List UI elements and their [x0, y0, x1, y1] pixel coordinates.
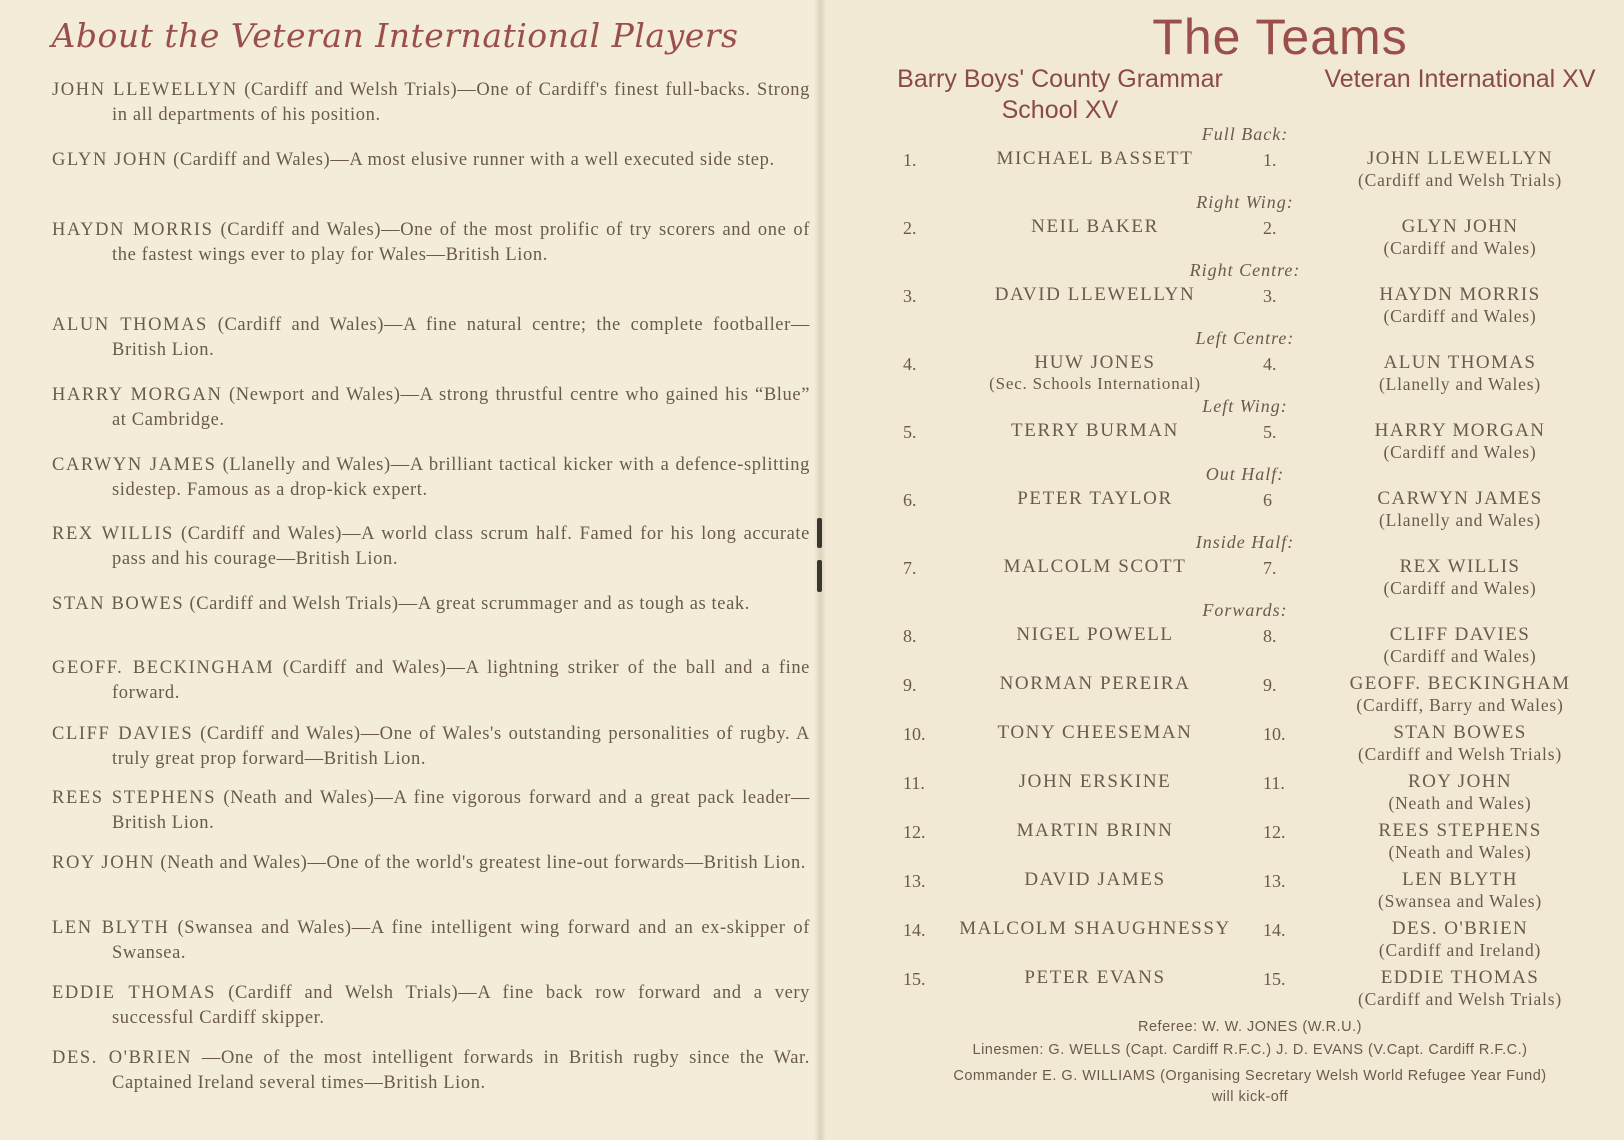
player-bio — [52, 916, 810, 966]
school-shirt-number: 6. — [903, 490, 917, 510]
veteran-player-name: HAYDN MORRIS — [1379, 284, 1541, 305]
school-player-note: (Sec. Schools International) — [989, 374, 1201, 393]
veteran-player-name: CLIFF DAVIES — [1389, 624, 1531, 645]
player-bio — [52, 522, 810, 572]
school-shirt-number: 1. — [903, 150, 917, 170]
veteran-shirt-number: 11. — [1263, 773, 1285, 793]
school-shirt-number: 4. — [903, 354, 917, 374]
veteran-shirt-number: 14. — [1263, 920, 1286, 940]
player-bio — [52, 78, 810, 128]
player-name: HAYDN MORRIS — [52, 220, 214, 240]
left-page-title: About the Veteran International Players — [51, 16, 739, 55]
veteran-player-club: (Llanelly and Wales) — [1379, 374, 1541, 394]
veteran-shirt-number: 9. — [1263, 675, 1277, 695]
player-name: STAN BOWES — [52, 594, 185, 614]
school-shirt-number: 5. — [903, 422, 917, 442]
school-player-name: MALCOLM SCOTT — [1003, 556, 1187, 577]
school-player-name: PETER EVANS — [1024, 967, 1166, 988]
veteran-player-club: (Cardiff and Wales) — [1383, 646, 1537, 666]
school-player-name: MICHAEL BASSETT — [996, 148, 1194, 169]
player-description: (Cardiff and Wales)—One of Wales's outstanding personalities of rugby. A truly great prop forward—British Lion. — [112, 724, 810, 769]
veteran-player-club: (Cardiff and Wales) — [1383, 578, 1537, 598]
school-shirt-number: 3. — [903, 286, 917, 306]
player-name: REES STEPHENS — [52, 788, 217, 808]
veteran-player-club: (Cardiff and Wales) — [1383, 238, 1537, 258]
veteran-shirt-number: 5. — [1263, 422, 1277, 442]
player-description: —One of the most intelligent forwards in British rugby since the War. Captained Ireland several times—British Lion. — [112, 1048, 810, 1093]
player-description: (Cardiff and Wales)—One of the most prolific of try scorers and one of the fastest wings ever to play for Wales—British Lion. — [112, 220, 810, 265]
veteran-player-name: LEN BLYTH — [1402, 869, 1518, 890]
veteran-shirt-number: 10. — [1263, 724, 1286, 744]
player-description: (Neath and Wales)—A fine vigorous forward and a great pack leader—British Lion. — [112, 788, 810, 833]
school-shirt-number: 13. — [903, 871, 926, 891]
veteran-shirt-number: 15. — [1263, 969, 1286, 989]
veteran-shirt-number: 8. — [1263, 626, 1277, 646]
player-name: LEN BLYTH — [52, 918, 170, 938]
player-bio — [52, 981, 810, 1031]
player-bio — [52, 1046, 810, 1096]
position-label: Out Half: — [1205, 464, 1285, 484]
veteran-shirt-number: 12. — [1263, 822, 1286, 842]
school-shirt-number: 8. — [903, 626, 917, 646]
staple-bottom — [817, 560, 822, 592]
veteran-player-club: (Cardiff and Welsh Trials) — [1358, 989, 1562, 1009]
player-description: (Cardiff and Wales)—A fine natural centre; the complete footballer—British Lion. — [112, 315, 810, 360]
player-bio — [52, 656, 810, 706]
player-name: ALUN THOMAS — [52, 315, 208, 335]
position-label: Left Centre: — [1195, 328, 1295, 348]
player-description: (Llanelly and Wales)—A brilliant tactical kicker with a defence-splitting sidestep. Famous as a drop-kick expert. — [112, 455, 810, 500]
veteran-player-club: (Cardiff and Wales) — [1383, 442, 1537, 462]
school-shirt-number: 7. — [903, 558, 917, 578]
player-bio — [52, 722, 810, 772]
staple-top — [817, 518, 822, 548]
veteran-team-heading: Veteran International XV — [1324, 65, 1596, 93]
veteran-player-name: REX WILLIS — [1399, 556, 1521, 577]
veteran-player-name: JOHN LLEWELLYN — [1366, 148, 1554, 169]
school-team-heading: Barry Boys' County Grammar School XV — [897, 65, 1223, 124]
school-shirt-number: 14. — [903, 920, 926, 940]
school-player-name: TONY CHEESEMAN — [997, 722, 1193, 743]
school-player-name: PETER TAYLOR — [1017, 488, 1173, 509]
school-player-name: DAVID LLEWELLYN — [994, 284, 1196, 305]
position-label: Right Centre: — [1189, 260, 1301, 280]
veteran-shirt-number: 6 — [1263, 490, 1272, 510]
player-bio — [52, 851, 810, 876]
position-label: Left Wing: — [1202, 396, 1288, 416]
player-description: (Cardiff and Wales)—A most elusive runner with a well executed side step. — [173, 150, 775, 170]
veteran-player-club: (Neath and Wales) — [1388, 793, 1532, 813]
player-name: CLIFF DAVIES — [52, 724, 194, 744]
school-player-name: HUW JONES — [1034, 352, 1156, 373]
veteran-player-club: (Swansea and Wales) — [1377, 891, 1543, 911]
veteran-shirt-number: 2. — [1263, 218, 1277, 238]
position-label: Forwards: — [1202, 600, 1288, 620]
player-name: EDDIE THOMAS — [52, 983, 217, 1003]
player-bio — [52, 786, 810, 836]
right-page-title: The Teams — [1152, 9, 1408, 65]
player-bio — [52, 383, 810, 433]
veteran-player-name: GLYN JOHN — [1401, 216, 1519, 237]
player-name: GLYN JOHN — [52, 150, 168, 170]
school-shirt-number: 12. — [903, 822, 926, 842]
kickoff-line-2: will kick-off — [1211, 1089, 1289, 1105]
school-shirt-number: 9. — [903, 675, 917, 695]
veteran-player-club: (Cardiff and Wales) — [1383, 306, 1537, 326]
veteran-player-name: GEOFF. BECKINGHAM — [1349, 673, 1571, 694]
kickoff-line-1: Commander E. G. WILLIAMS (Organising Secretary Welsh World Refugee Year Fund) — [953, 1068, 1547, 1084]
player-name: JOHN LLEWELLYN — [52, 80, 238, 100]
school-shirt-number: 15. — [903, 969, 926, 989]
veteran-player-club: (Llanelly and Wales) — [1379, 510, 1541, 530]
school-shirt-number: 2. — [903, 218, 917, 238]
position-label: Full Back: — [1201, 124, 1289, 144]
player-name: DES. O'BRIEN — [52, 1048, 193, 1068]
veteran-player-name: STAN BOWES — [1393, 722, 1527, 743]
position-label: Right Wing: — [1196, 192, 1294, 212]
school-player-name: MARTIN BRINN — [1016, 820, 1174, 841]
player-name: ROY JOHN — [52, 853, 156, 873]
position-label: Inside Half: — [1195, 532, 1295, 552]
school-player-name: JOHN ERSKINE — [1018, 771, 1172, 792]
school-player-name: TERRY BURMAN — [1011, 420, 1179, 441]
referee-line: Referee: W. W. JONES (W.R.U.) — [1138, 1019, 1362, 1035]
player-bio — [52, 592, 810, 617]
player-name: HARRY MORGAN — [52, 385, 223, 405]
player-bio — [52, 148, 810, 173]
school-player-name: NIGEL POWELL — [1016, 624, 1174, 645]
veteran-player-club: (Cardiff, Barry and Wales) — [1356, 695, 1564, 715]
veteran-player-club: (Cardiff and Welsh Trials) — [1358, 170, 1562, 190]
veteran-player-club: (Cardiff and Ireland) — [1378, 940, 1542, 960]
veteran-shirt-number: 1. — [1263, 150, 1277, 170]
school-shirt-number: 10. — [903, 724, 926, 744]
veteran-player-name: EDDIE THOMAS — [1380, 967, 1540, 988]
player-name: GEOFF. BECKINGHAM — [52, 658, 275, 678]
veteran-shirt-number: 7. — [1263, 558, 1277, 578]
veteran-shirt-number: 3. — [1263, 286, 1277, 306]
player-description: (Neath and Wales)—One of the world's greatest line-out forwards—British Lion. — [160, 853, 807, 873]
school-player-name: MALCOLM SHAUGHNESSY — [959, 918, 1231, 939]
veteran-player-name: ROY JOHN — [1408, 771, 1512, 792]
veteran-player-name: ALUN THOMAS — [1383, 352, 1537, 373]
veteran-player-name: CARWYN JAMES — [1377, 488, 1543, 509]
veteran-shirt-number: 4. — [1263, 354, 1277, 374]
veteran-player-name: DES. O'BRIEN — [1391, 918, 1529, 939]
player-description: (Cardiff and Wales)—A world class scrum half. Famed for his long accurate pass and his courage—British Lion. — [112, 524, 810, 569]
player-bio — [52, 453, 810, 503]
player-description: (Swansea and Wales)—A fine intelligent wing forward and an ex-skipper of Swansea. — [112, 918, 811, 963]
school-player-name: DAVID JAMES — [1024, 869, 1166, 890]
player-description: (Cardiff and Welsh Trials)—One of Cardiff's finest full-backs. Strong in all departments of his position. — [112, 80, 810, 125]
player-bio — [52, 218, 810, 268]
school-player-name: NORMAN PEREIRA — [999, 673, 1191, 694]
player-name: CARWYN JAMES — [52, 455, 217, 475]
player-description: (Cardiff and Welsh Trials)—A great scrummager and as tough as teak. — [189, 594, 750, 614]
player-name: REX WILLIS — [52, 524, 174, 544]
player-description: (Newport and Wales)—A strong thrustful centre who gained his “Blue” at Cambridge. — [112, 385, 810, 430]
veteran-player-club: (Cardiff and Welsh Trials) — [1358, 744, 1562, 764]
school-shirt-number: 11. — [903, 773, 925, 793]
player-description: (Cardiff and Welsh Trials)—A fine back row forward and a very successful Cardiff skipper. — [112, 983, 810, 1028]
veteran-player-club: (Neath and Wales) — [1388, 842, 1532, 862]
player-description: (Cardiff and Wales)—A lightning striker of the ball and a fine forward. — [112, 658, 810, 703]
linesmen-line: Linesmen: G. WELLS (Capt. Cardiff R.F.C.) J. D. EVANS (V.Capt. Cardiff R.F.C.) — [972, 1042, 1528, 1058]
veteran-player-name: HARRY MORGAN — [1374, 420, 1546, 441]
veteran-player-name: REES STEPHENS — [1378, 820, 1542, 841]
veteran-shirt-number: 13. — [1263, 871, 1286, 891]
school-player-name: NEIL BAKER — [1031, 216, 1159, 237]
player-bio — [52, 313, 810, 363]
